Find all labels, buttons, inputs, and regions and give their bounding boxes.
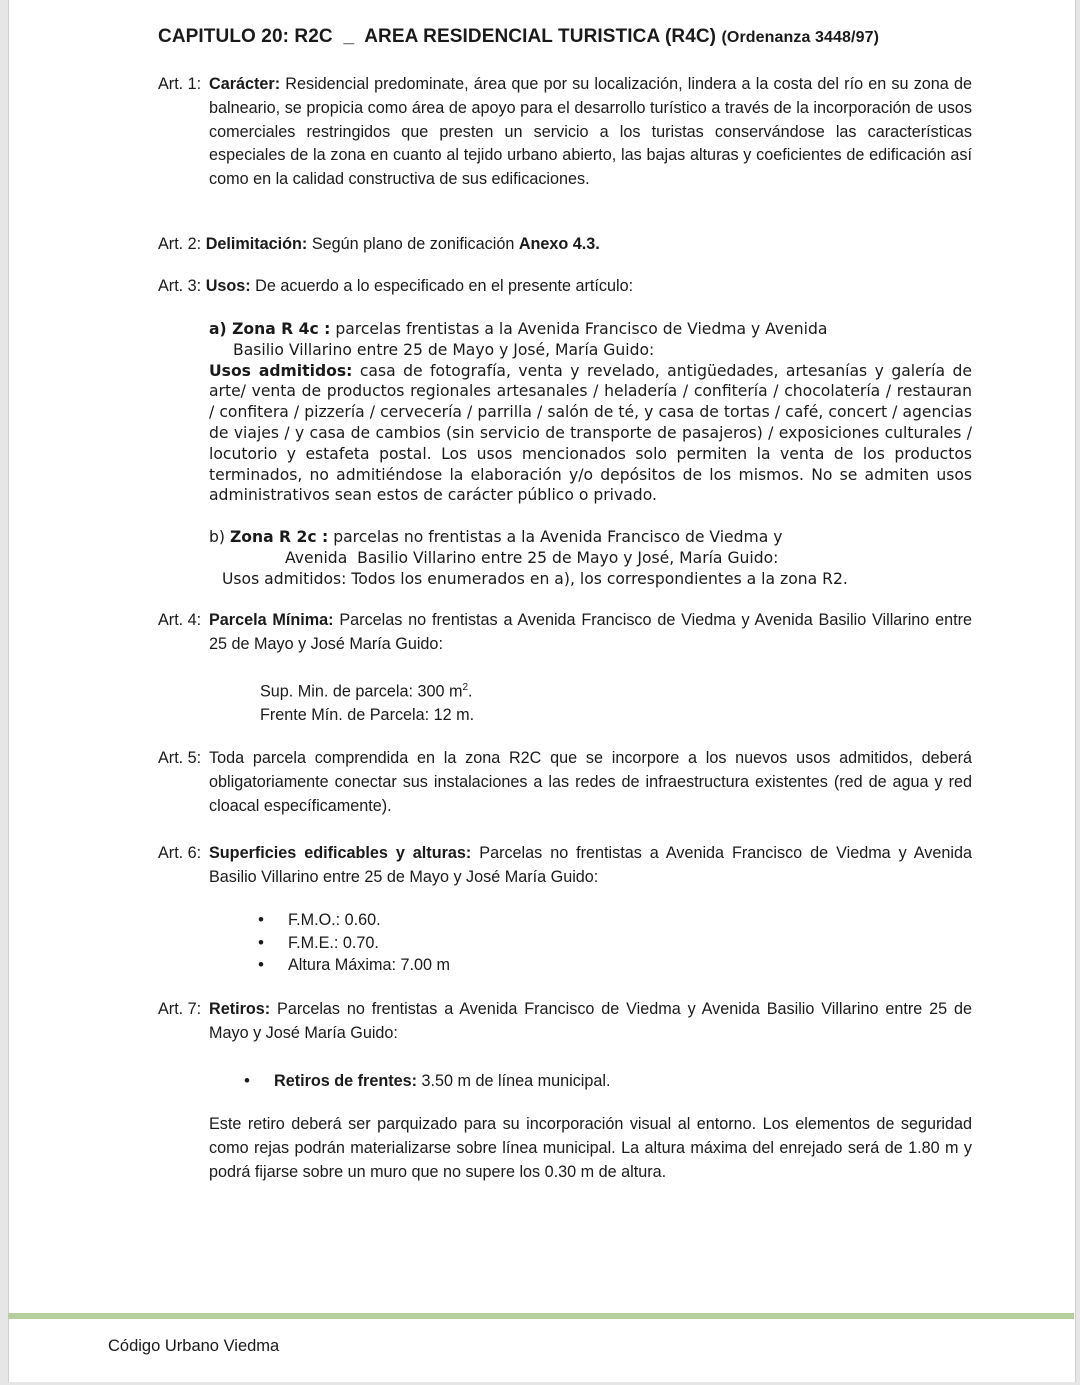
article-5-text: Toda parcela comprendida en la zona R2C que se incorpore a los nuevos usos admitidos, deberá obligatoriamente conectar sus instalaciones a las redes de infraestructura existentes (red de agua y red cloacal específicamente). <box>209 749 972 815</box>
zone-b-line1: parcelas no frentistas a la Avenida Francisco de Viedma y <box>333 528 783 546</box>
article-2-annex: Anexo 4.3. <box>518 235 600 253</box>
article-2-heading: Delimitación: <box>205 235 308 253</box>
zone-a-uses-text: casa de fotografía, venta y revelado, antigüedades, artesanías y galería de arte/ venta de productos regionales artesanales / heladería / confitería / chocolatería / restauran / confitera / pizzería / cervecería / parrilla / salón de té, y casa de tortas / café, concert / agencias de viajes / y casa de cambios (sin servicio de transporte de pasajeros) / exposiciones culturales / locutorio y estafeta postal. Los usos mencionados solo permiten la venta de los productos terminados, no admitiéndose la elaboración y/o depósitos de los mismos. No se admiten usos administrativos sean estos de carácter público o privado. <box>209 361 972 505</box>
front-setback-text: 3.50 m de línea municipal. <box>421 1072 611 1090</box>
article-2-label: Art. 2: <box>158 235 202 253</box>
article-7-text: Parcelas no frentistas a Avenida Francisco de Viedma y Avenida Basilio Villarino entre 25 de Mayo y José María Guido: <box>209 1000 972 1042</box>
article-1-text: Residencial predominate, área que por su localización, lindera a la costa del río en su zona de balneario, se propicia como área de apoyo para el desarrollo turístico a través de la incorporación de usos comerciales restringidos que presten un servicio a los turistas conservándose las características especiales de la zona en cuanto al tejido urbano abierto, las bajas alturas y coeficientes de edificación así como en la calidad constructiva de sus edificaciones. <box>209 75 972 189</box>
article-7-closing: Este retiro deberá ser parquizado para su incorporación visual al entorno. Los elementos de seguridad como rejas podrán materializarse sobre línea municipal. La altura máxima del enrejado será de 1.80 m y podrá fijarse sobre un muro que no supere los 0.30 m de altura. <box>209 1115 972 1181</box>
article-5 <box>158 747 972 818</box>
zone-a-uses-heading: Usos admitidos: <box>209 361 353 380</box>
bullet-fme: • F.M.E.: 0.70. <box>258 932 450 955</box>
article-6 <box>158 842 972 890</box>
article-6-heading: Superficies edificables y alturas: <box>209 844 472 862</box>
zone-a-line1: parcelas frentistas a la Avenida Francisco de Viedma y Avenida <box>335 320 828 338</box>
bullet-front-setback <box>244 1070 611 1093</box>
zone-b-line3: Usos admitidos: Todos los enumerados en a), los correspondientes a la zona R2. <box>222 569 848 588</box>
article-4 <box>158 609 972 657</box>
article-4-label: Art. 4: <box>158 611 202 629</box>
min-surface-exponent: 2 <box>462 682 469 693</box>
article-1 <box>158 73 972 192</box>
min-surface: Sup. Min. de parcela: 300 m <box>260 682 463 701</box>
bullet-max-height: • Altura Máxima: 7.00 m <box>258 954 450 977</box>
front-setback-heading: Retiros de frentes: <box>274 1072 418 1090</box>
article-5-label: Art. 5: <box>158 749 202 767</box>
article-7 <box>158 998 972 1046</box>
article-6-bullet-list <box>258 909 450 977</box>
zone-a-line2: Basilio Villarino entre 25 de Mayo y José, María Guido: <box>233 340 655 359</box>
article-3-heading: Usos: <box>205 277 251 295</box>
article-3-text: De acuerdo a lo especificado en el presente artículo: <box>255 277 634 295</box>
article-4-heading: Parcela Mínima: <box>209 611 334 629</box>
article-2 <box>158 233 972 257</box>
zone-b-block <box>209 527 972 589</box>
footer-rule <box>8 1313 1074 1319</box>
footer-text: Código Urbano Viedma <box>108 1337 280 1355</box>
article-1-label: Art. 1: <box>158 75 202 93</box>
chapter-title <box>158 26 879 48</box>
zone-b-line2: Avenida Basilio Villarino entre 25 de Mayo y José, María Guido: <box>285 548 779 567</box>
zone-a-block <box>209 319 972 506</box>
article-4-text: Parcelas no frentistas a Avenida Francisco de Viedma y Avenida Basilio Villarino entre 25 de Mayo y José María Guido: <box>209 611 972 653</box>
ordinance-reference: (Ordenanza 3448/97) <box>721 29 880 46</box>
article-6-text: Parcelas no frentistas a Avenida Francisco de Viedma y Avenida Basilio Villarino entre 25 de Mayo y José María Guido: <box>209 844 973 886</box>
article-2-text: Según plano de zonificación <box>311 235 515 253</box>
article-4-minimums <box>260 676 474 728</box>
article-1-heading: Carácter: <box>209 75 281 93</box>
article-7-bullet-list <box>244 1070 611 1093</box>
zone-b-prefix: b) <box>209 528 225 546</box>
article-3 <box>158 275 972 299</box>
bullet-fmo: • F.M.O.: 0.60. <box>258 909 450 932</box>
article-7-label: Art. 7: <box>158 1000 202 1018</box>
min-surface-end: . <box>468 682 473 701</box>
article-3-label: Art. 3: <box>158 277 202 295</box>
article-7-heading: Retiros: <box>209 1000 271 1018</box>
min-front: Frente Mín. de Parcela: 12 m. <box>260 706 475 725</box>
zone-a-heading: a) Zona R 4c : <box>209 320 331 338</box>
article-6-label: Art. 6: <box>158 844 202 862</box>
chapter-title-main: CAPITULO 20: R2C _ AREA RESIDENCIAL TURISTICA (R4C) <box>158 26 717 47</box>
zone-b-heading: Zona R 2c : <box>229 528 329 546</box>
